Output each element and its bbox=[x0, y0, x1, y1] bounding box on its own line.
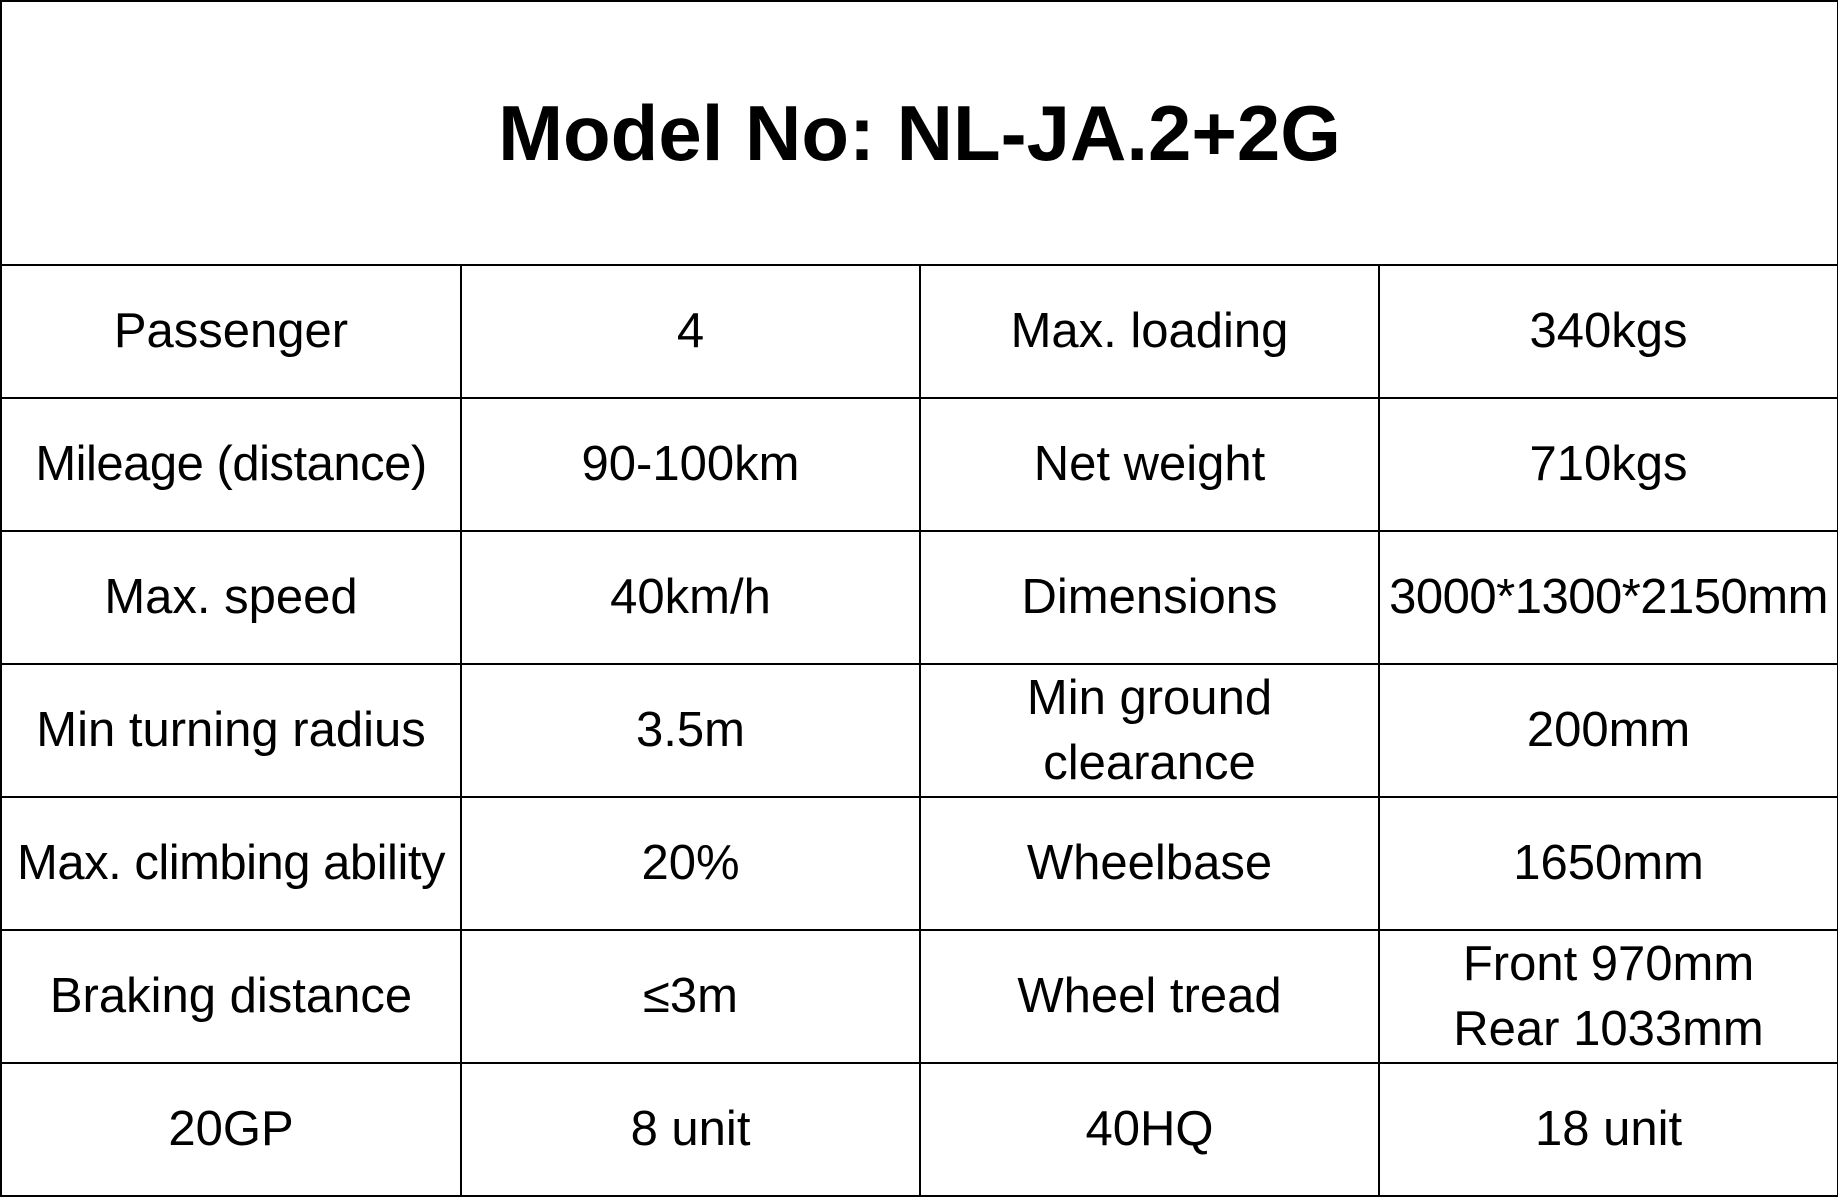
spec-value: 3000*1300*2150mm bbox=[1379, 531, 1838, 664]
spec-label: Wheelbase bbox=[920, 797, 1379, 930]
spec-label bbox=[920, 664, 1379, 797]
spec-value: 40km/h bbox=[461, 531, 920, 664]
spec-label: Wheel tread bbox=[920, 930, 1379, 1063]
table-row bbox=[1, 930, 1838, 1063]
spec-value: 1650mm bbox=[1379, 797, 1838, 930]
spec-label-line: Min ground bbox=[1026, 670, 1273, 725]
model-title: Model No: NL-JA.2+2G bbox=[1, 1, 1838, 265]
spec-value: 200mm bbox=[1379, 664, 1838, 797]
table-row bbox=[1, 265, 1838, 398]
spec-label: 20GP bbox=[1, 1063, 461, 1196]
spec-value: 18 unit bbox=[1379, 1063, 1838, 1196]
spec-label: Max. loading bbox=[920, 265, 1379, 398]
spec-label: Min turning radius bbox=[1, 664, 461, 797]
spec-value: 20% bbox=[461, 797, 920, 930]
spec-value: 710kgs bbox=[1379, 398, 1838, 531]
spec-label: Max. speed bbox=[1, 531, 461, 664]
spec-value bbox=[1379, 930, 1838, 1063]
spec-value: ≤3m bbox=[461, 930, 920, 1063]
spec-label: Passenger bbox=[1, 265, 461, 398]
table-row bbox=[1, 398, 1838, 531]
spec-value: 4 bbox=[461, 265, 920, 398]
table-row bbox=[1, 664, 1838, 797]
spec-value-line: Rear 1033mm bbox=[1453, 1001, 1764, 1056]
spec-label: Net weight bbox=[920, 398, 1379, 531]
spec-label-line: clearance bbox=[1043, 735, 1256, 790]
spec-label: Braking distance bbox=[1, 930, 461, 1063]
spec-label: Dimensions bbox=[920, 531, 1379, 664]
table-row bbox=[1, 531, 1838, 664]
spec-value: 90-100km bbox=[461, 398, 920, 531]
title-row bbox=[1, 1, 1838, 265]
spec-label: 40HQ bbox=[920, 1063, 1379, 1196]
spec-value: 340kgs bbox=[1379, 265, 1838, 398]
table-row bbox=[1, 797, 1838, 930]
spec-value: 8 unit bbox=[461, 1063, 920, 1196]
spec-label: Max. climbing ability bbox=[1, 797, 461, 930]
spec-label: Mileage (distance) bbox=[1, 398, 461, 531]
table-row bbox=[1, 1063, 1838, 1196]
spec-value-line: Front 970mm bbox=[1462, 936, 1755, 991]
spec-value: 3.5m bbox=[461, 664, 920, 797]
